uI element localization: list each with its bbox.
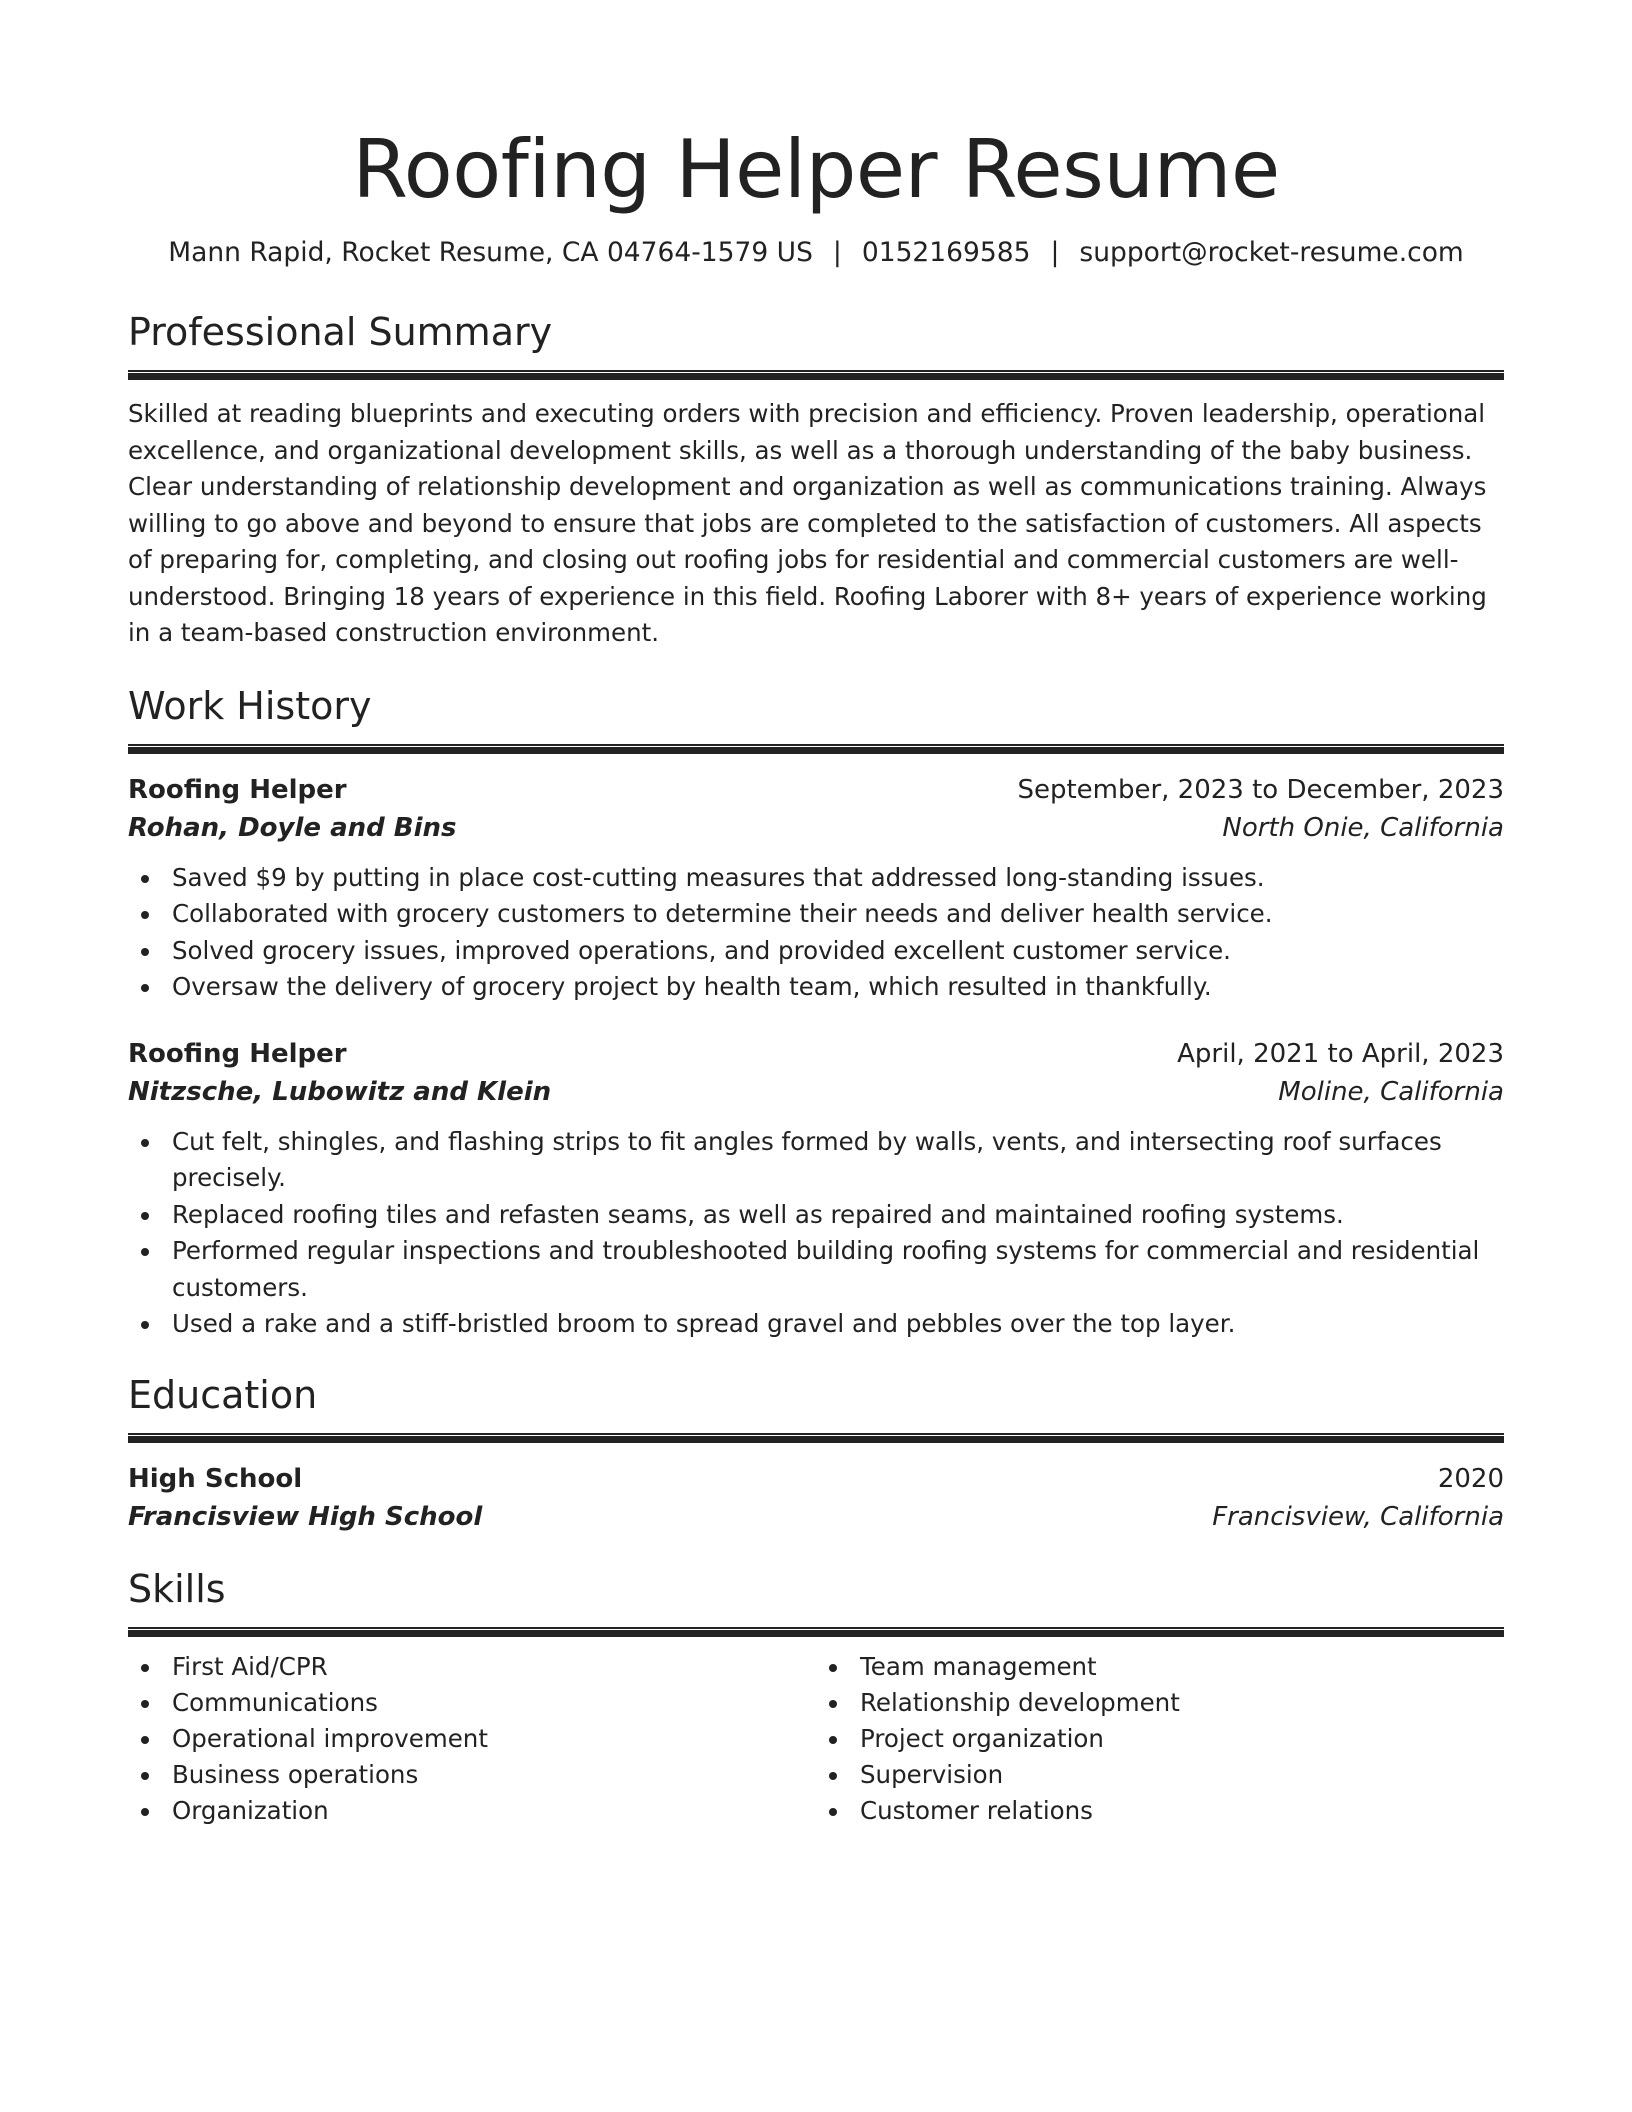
skills-column-right xyxy=(816,1649,1504,1829)
job-company: Nitzsche, Lubowitz and Klein xyxy=(128,1076,552,1107)
skill-item: Business operations xyxy=(172,1757,816,1793)
job-bullet: Saved $9 by putting in place cost-cutting measures that addressed long-standing issues. xyxy=(172,860,1504,897)
contact-phone: 0152169585 xyxy=(861,237,1031,268)
skill-item: First Aid/CPR xyxy=(172,1649,816,1685)
job-bullet: Oversaw the delivery of grocery project by health team, which resulted in thankfully. xyxy=(172,969,1504,1006)
section-title-skills: Skills xyxy=(128,1566,226,1611)
education-school: Francisview High School xyxy=(128,1501,483,1532)
section-divider xyxy=(128,1627,1504,1637)
job-title: Roofing Helper xyxy=(128,1038,347,1069)
job-bullet: Solved grocery issues, improved operations, and provided excellent customer service. xyxy=(172,933,1504,970)
job-dates: September, 2023 to December, 2023 xyxy=(1017,774,1504,805)
contact-separator: | xyxy=(832,237,842,268)
contact-separator: | xyxy=(1050,237,1060,268)
job-title: Roofing Helper xyxy=(128,774,347,805)
education-location: Francisview, California xyxy=(1212,1501,1504,1532)
job-bullets xyxy=(128,1124,1504,1343)
section-title-work-history: Work History xyxy=(128,683,372,728)
resume-title: Roofing Helper Resume xyxy=(352,123,1280,216)
contact-email: support@rocket-resume.com xyxy=(1079,237,1464,268)
job-location: Moline, California xyxy=(1278,1076,1504,1107)
job-company: Rohan, Doyle and Bins xyxy=(128,812,457,843)
contact-address: Mann Rapid, Rocket Resume, CA 04764-1579 US xyxy=(168,237,813,268)
section-divider xyxy=(128,744,1504,754)
contact-line xyxy=(128,236,1504,270)
section-title-summary: Professional Summary xyxy=(128,310,553,354)
job-location: North Onie, California xyxy=(1222,812,1504,843)
skill-item: Operational improvement xyxy=(172,1721,816,1757)
section-divider xyxy=(128,1433,1504,1443)
skills-list xyxy=(128,1649,1504,1829)
skill-item: Customer relations xyxy=(860,1793,1504,1829)
job-bullet: Performed regular inspections and troubleshooted building roofing systems for commercial and residential customers. xyxy=(172,1233,1504,1306)
skill-item: Project organization xyxy=(860,1721,1504,1757)
job-bullet: Cut felt, shingles, and flashing strips to fit angles formed by walls, vents, and intersecting roof surfaces precisely. xyxy=(172,1124,1504,1197)
section-divider xyxy=(128,370,1504,380)
job-bullet: Replaced roofing tiles and refasten seams, as well as repaired and maintained roofing systems. xyxy=(172,1197,1504,1234)
job-bullet: Collaborated with grocery customers to determine their needs and deliver health service. xyxy=(172,896,1504,933)
job-dates: April, 2021 to April, 2023 xyxy=(1177,1038,1504,1069)
education-degree: High School xyxy=(128,1463,303,1494)
skill-item: Communications xyxy=(172,1685,816,1721)
skills-column-left xyxy=(128,1649,816,1829)
job-bullets xyxy=(128,860,1504,1006)
skill-item: Organization xyxy=(172,1793,816,1829)
skill-item: Team management xyxy=(860,1649,1504,1685)
summary-text: Skilled at reading blueprints and executing orders with precision and efficiency. Proven leadership, operational excellence, and organizational development skills, as well as a thorough understanding of the baby business. Clear understanding of relationship development and organization as well as communications training. Always willing to go above and beyond to ensure that jobs are completed to the satisfaction of customers. All aspects of preparing for, completing, and closing out roofing jobs for residential and commercial customers are well-understood. Bringing 18 years of experience in this field. Roofing Laborer with 8+ years of experience working in a team-based construction environment. xyxy=(128,399,1487,647)
education-year: 2020 xyxy=(1437,1463,1504,1494)
skill-item: Relationship development xyxy=(860,1685,1504,1721)
skill-item: Supervision xyxy=(860,1757,1504,1793)
job-entry xyxy=(128,1036,1504,1343)
section-title-education: Education xyxy=(128,1372,318,1417)
education-entry xyxy=(128,1461,1504,1537)
job-bullet: Used a rake and a stiff-bristled broom to spread gravel and pebbles over the top layer. xyxy=(172,1306,1504,1343)
job-entry xyxy=(128,772,1504,1006)
